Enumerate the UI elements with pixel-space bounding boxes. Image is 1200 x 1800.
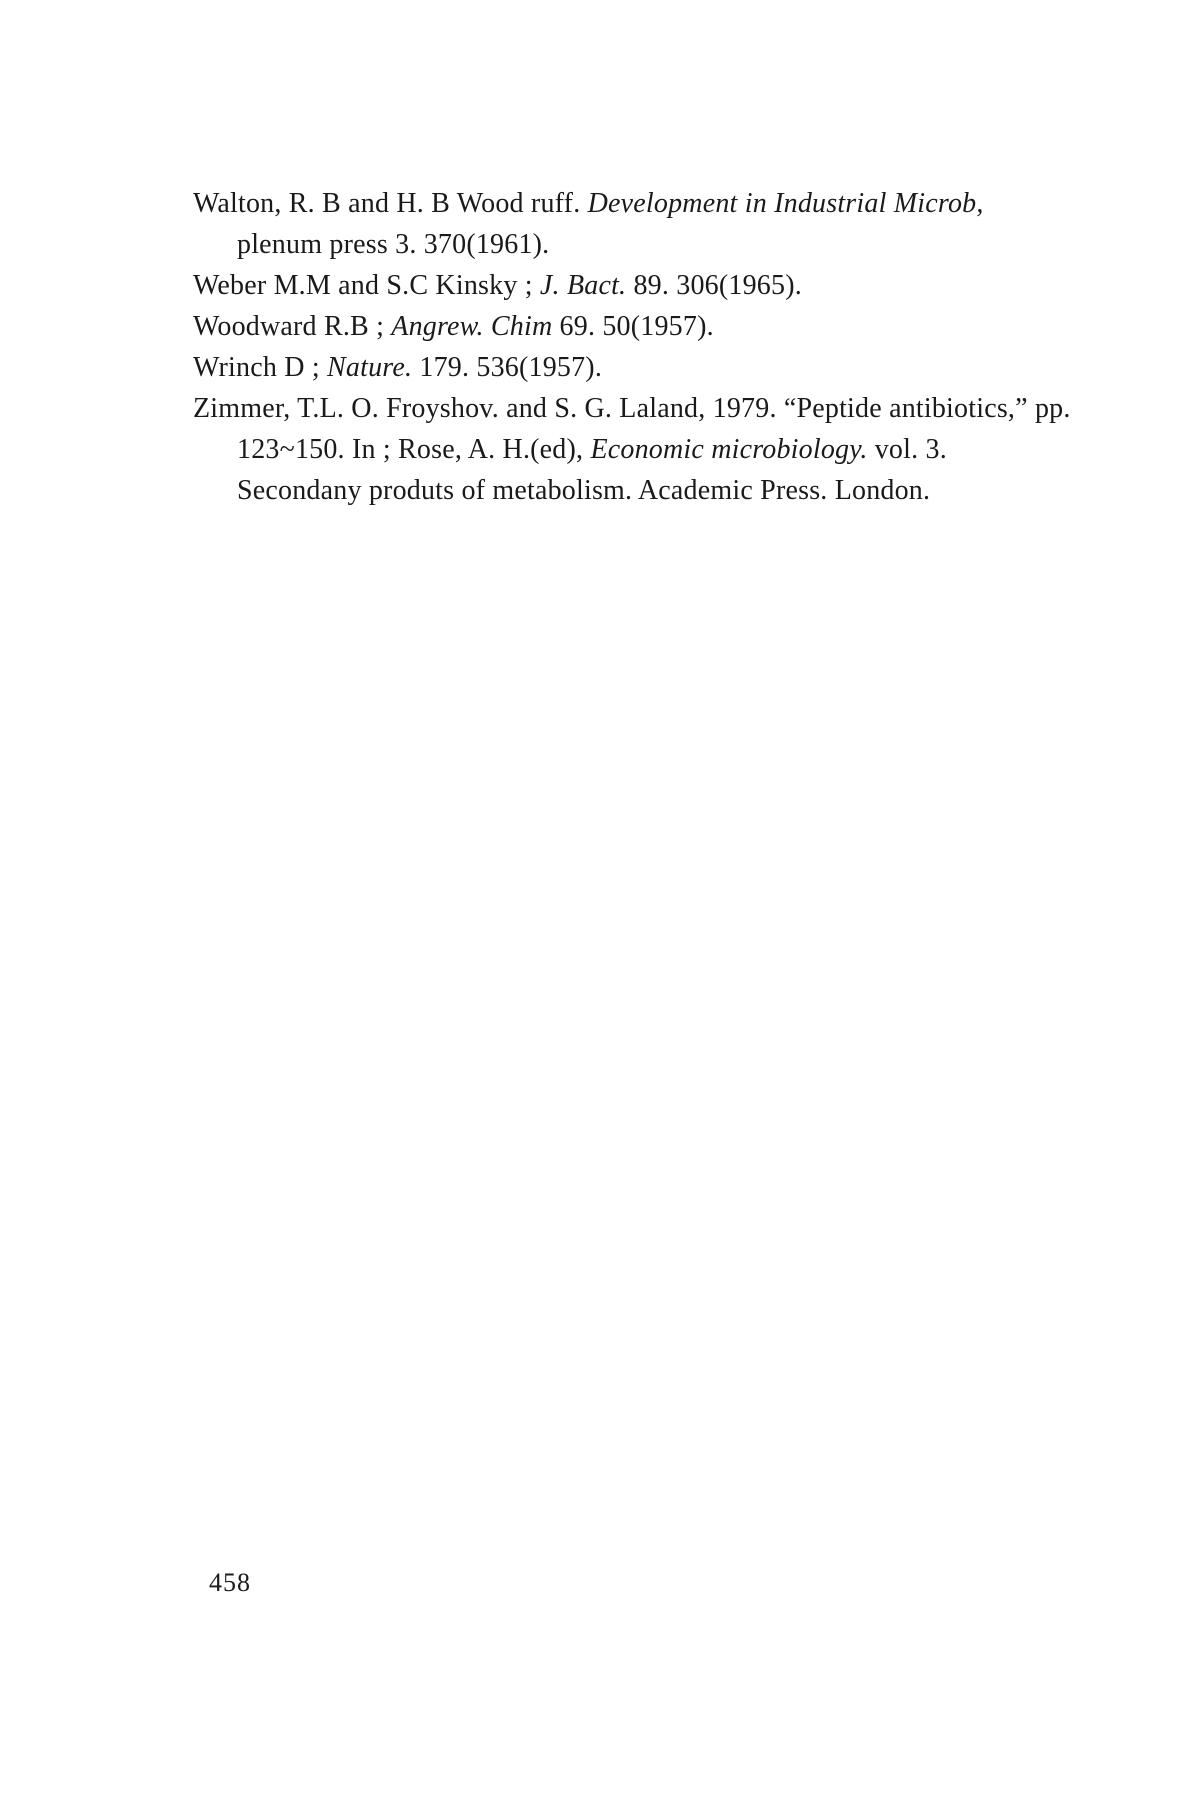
reference-journal: Nature. xyxy=(327,352,413,383)
reference-authors: Wrinch D ; xyxy=(193,352,328,383)
reference-walton xyxy=(193,183,1073,265)
reference-weber xyxy=(193,265,1073,306)
reference-authors: Zimmer, T.L. O. Froyshov. and S. G. Laland, 1979. “Peptide antibiotics,” pp. 123~150. In ; Rose, A. H.(ed), xyxy=(193,393,1071,465)
reference-authors: Woodward R.B ; xyxy=(193,311,392,342)
reference-details: 89. 306(1965). xyxy=(626,270,802,301)
reference-details: 69. 50(1957). xyxy=(552,311,714,342)
reference-authors: Weber M.M and S.C Kinsky ; xyxy=(193,270,540,301)
reference-wrinch xyxy=(193,347,1073,388)
reference-journal: J. Bact. xyxy=(539,270,627,301)
reference-zimmer xyxy=(193,388,1073,511)
reference-source-title: Development in Industrial Microb, xyxy=(587,188,984,219)
page-number: 458 xyxy=(209,1568,251,1597)
reference-list xyxy=(193,183,1073,511)
reference-details: 179. 536(1957). xyxy=(412,352,603,383)
reference-details: plenum press 3. 370(1961). xyxy=(237,229,550,260)
reference-authors: Walton, R. B and H. B Wood ruff. xyxy=(193,188,588,219)
reference-book-title: Economic microbiology. xyxy=(590,434,868,465)
reference-woodward xyxy=(193,306,1073,347)
reference-journal: Angrew. Chim xyxy=(391,311,553,342)
reference-details: vol. 3. Secondany produts of metabolism. Academic Press. London. xyxy=(237,434,947,506)
